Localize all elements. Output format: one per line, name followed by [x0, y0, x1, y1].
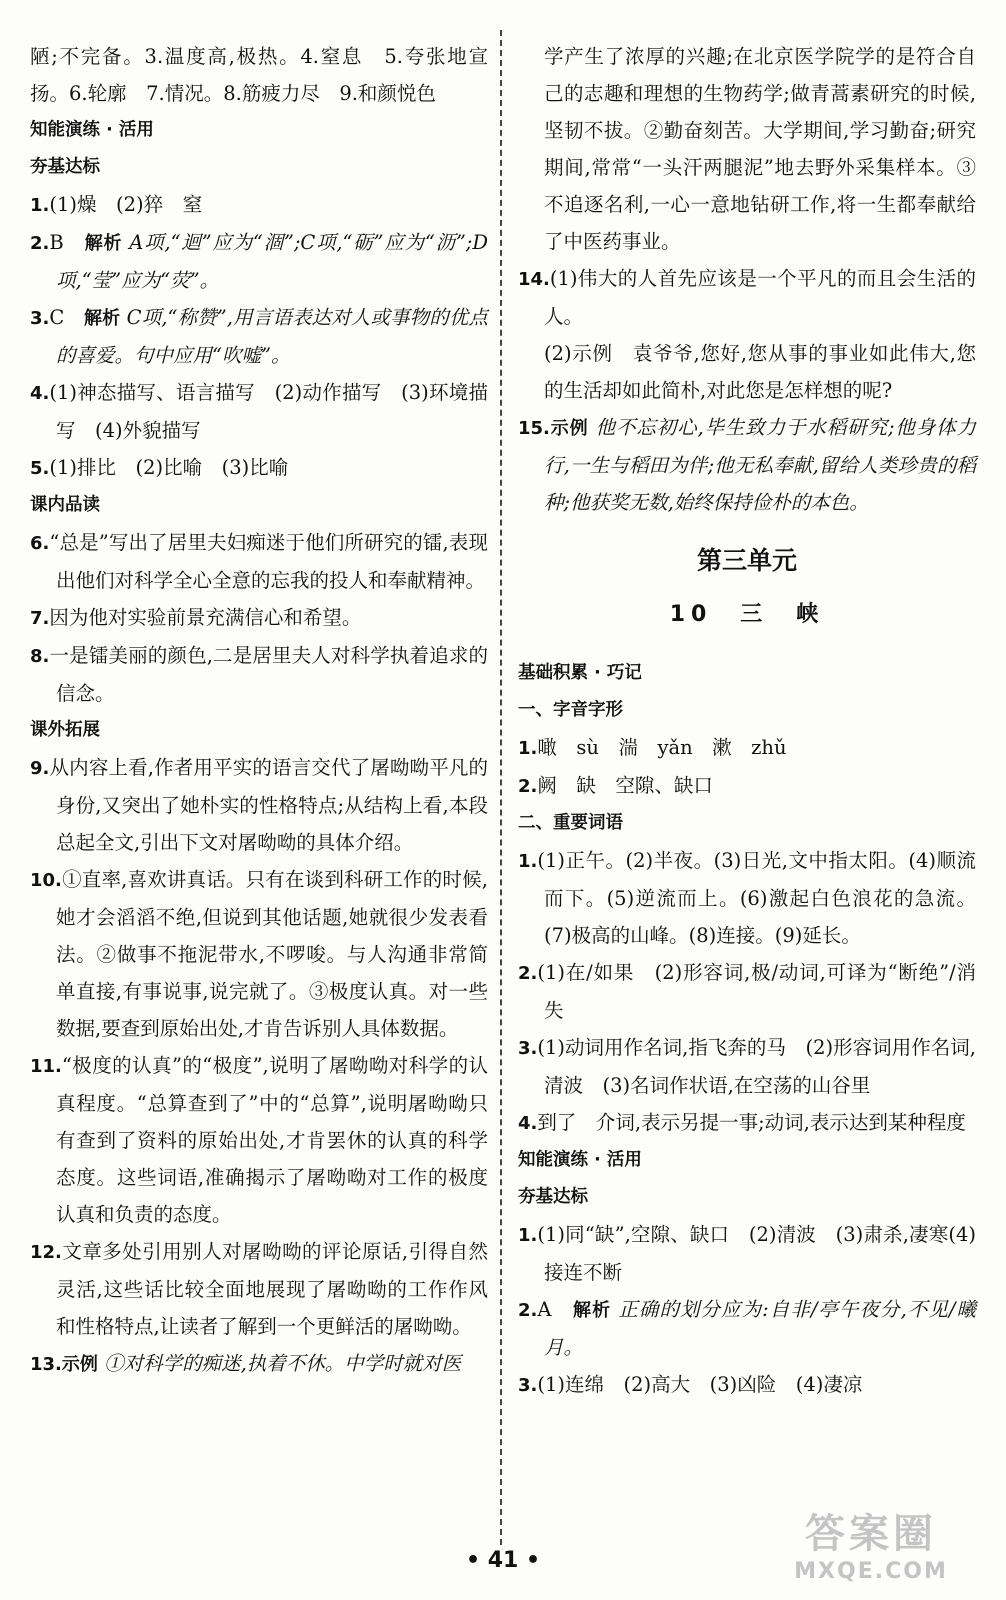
answer-item — [30, 374, 488, 449]
answer-number: 2. — [518, 776, 538, 797]
answer-note: 他不忘初心,毕生致力于水稻研究;他身体力行,一生与稻田为伴;他无私奉献,留给人类珍贵的稻种;他获奖无数,始终保持俭朴的本色。 — [544, 416, 977, 514]
section-heading: 课外拓展 — [30, 720, 100, 740]
answer-item — [30, 1345, 488, 1383]
answer-number: 9. — [30, 758, 50, 779]
answer-tag: 解析 — [84, 308, 121, 329]
answer-number: 11. — [30, 1056, 62, 1077]
section-heading: 夯基达标 — [30, 157, 100, 177]
right-column — [518, 38, 976, 1404]
answer-note: C项,“称赞”,用言语表达对人或事物的优点的喜爱。句中应用“吹嘘”。 — [56, 306, 489, 367]
answer-text: 文章多处引用别人对屠呦呦的评论原话,引得自然灵活,这些话比较全面地展现了屠呦呦的工作作风和性格特点,让读者了解到一个更鲜活的屠呦呦。 — [56, 1240, 488, 1338]
answer-number: 1. — [518, 851, 538, 872]
answer-number: 3. — [30, 308, 50, 329]
answer-text: 到了 介词,表示另提一事;动词,表示达到某种程度 — [537, 1111, 966, 1134]
answer-text: ①直率,喜欢讲真话。只有在谈到科研工作的时候,她才会滔滔不绝,但说到其他话题,她就很少发表看法。②做事不拖泥带水,不啰唆。与人沟通非常简单直接,有事说事,说完就了。③极度认真。对一些数据,要查到原始出处,才肯告诉别人具体数据。 — [56, 868, 488, 1040]
answer-item — [30, 224, 488, 299]
answer-item — [30, 749, 488, 861]
answer-text: A — [537, 1298, 574, 1321]
answer-number: 3. — [518, 1038, 538, 1059]
answer-text: (1)同“缺”,空隙、缺口 (2)清波 (3)肃杀,凄寒(4)接连不断 — [537, 1223, 976, 1284]
answer-number: 1. — [518, 1225, 538, 1246]
answer-text: (1)神态描写、语言描写 (2)动作描写 (3)环境描写 (4)外貌描写 — [49, 381, 488, 442]
answer-text: “总是”写出了居里夫妇痴迷于他们所研究的镭,表现出他们对科学全心全意的忘我的投人和奉献精神。 — [49, 531, 488, 592]
answer-number: 15. — [518, 418, 550, 439]
left-column — [30, 38, 488, 1383]
answer-number: 12. — [30, 1242, 62, 1263]
answer-continuation: 学产生了浓厚的兴趣;在北京医学院学的是符合自己的志趣和理想的生物药学;做青蒿素研究的时候,坚韧不拔。②勤奋刻苦。大学期间,学习勤奋;研究期间,常常“一头汗两腿泥”地去野外采集样本。③不追逐名利,一心一意地钻研工作,将一生都奉献给了中医药事业。 — [544, 45, 976, 253]
answer-item — [30, 599, 488, 637]
answer-number: 4. — [518, 1113, 538, 1134]
answer-item — [30, 524, 488, 599]
answer-text: 因为他对实验前景充满信心和希望。 — [49, 606, 362, 629]
watermark-logo — [766, 1510, 976, 1592]
answer-number: 14. — [518, 269, 550, 290]
answer-tag: 解析 — [573, 1300, 612, 1321]
answer-number: 1. — [518, 738, 538, 759]
answer-number: 13. — [30, 1354, 62, 1375]
answer-number: 6. — [30, 533, 50, 554]
answer-item — [30, 449, 488, 487]
answer-text: (1)伟大的人首先应该是一个平凡的而且会生活的人。 — [544, 267, 976, 328]
section-heading: 一、字音字形 — [518, 700, 623, 720]
answer-continuation: (2)示例 袁爷爷,您好,您从事的事业如此伟大,您的生活却如此简朴,对此您是怎样想的呢? — [544, 342, 976, 402]
answer-item — [30, 186, 488, 224]
answer-text: (1)排比 (2)比喻 (3)比喻 — [49, 456, 289, 479]
answer-number: 5. — [30, 458, 50, 479]
answer-text: (1)正午。(2)半夜。(3)日光,文中指太阳。(4)顺流而下。(5)逆流而上。(6)激起白色浪花的急流。(7)极高的山峰。(8)连接。(9)延长。 — [537, 849, 976, 947]
answer-item — [518, 409, 976, 521]
answer-number: 3. — [518, 1375, 538, 1396]
answer-number: 2. — [30, 233, 50, 254]
answer-item — [518, 767, 976, 805]
answer-tag: 示例 — [549, 418, 589, 439]
answer-text: (1)燥 (2)猝 窒 — [49, 193, 203, 216]
answer-text: (1)在/如果 (2)形容词,极/动词,可译为“断绝”/消失 — [537, 961, 976, 1022]
answer-tag: 解析 — [84, 233, 123, 254]
answer-text: (1)连绵 (2)高大 (3)凶险 (4)凄凉 — [537, 1373, 863, 1396]
section-heading: 二、重要词语 — [518, 813, 623, 833]
answer-text: 从内容上看,作者用平实的语言交代了屠呦呦平凡的身份,又突出了她朴实的性格特点;从结构上看,本段总起全文,引出下文对屠呦呦的具体介绍。 — [49, 756, 488, 854]
section-heading: 知能演练 · 活用 — [30, 120, 154, 140]
page-number: • 41 • — [465, 1548, 541, 1573]
answer-continuation: 陋;不完备。3.温度高,极热。4.窒息 5.夸张地宣扬。6.轮廓 7.情况。8.筋疲力尽 9.和颜悦色 — [30, 45, 488, 105]
answer-note: A项,“迴”应为“涸”;C项,“砺”应为“沥”;D项,“莹”应为“荧”。 — [56, 231, 489, 292]
answer-item — [518, 842, 976, 954]
unit-title: 第三单元 — [696, 546, 797, 575]
answer-number: 8. — [30, 646, 50, 667]
answer-item — [518, 1291, 976, 1366]
answer-text: (1)动词用作名词,指飞奔的马 (2)形容词用作名词,清波 (3)名词作状语,在空荡的山谷里 — [537, 1036, 976, 1097]
section-heading: 夯基达标 — [518, 1187, 588, 1207]
answer-text: “极度的认真”的“极度”,说明了屠呦呦对科学的认真程度。“总算查到了”中的“总算”,说明屠呦呦只有查到了资料的原始出处,才肯罢休的认真的科学态度。这些词语,准确揭示了屠呦呦对工作的极度认真和负责的态度。 — [56, 1054, 488, 1226]
answer-note: 正确的划分应为:自非/亭午夜分,不见/曦月。 — [544, 1298, 976, 1359]
section-heading: 课内品读 — [30, 495, 100, 515]
answer-number: 4. — [30, 383, 50, 404]
section-heading: 知能演练 · 活用 — [518, 1150, 642, 1170]
section-heading: 基础积累 · 巧记 — [518, 663, 642, 683]
answer-item — [518, 1104, 976, 1142]
answer-text: 噉 sù 湍 yǎn 漱 zhǔ — [537, 736, 787, 759]
answer-text: C — [49, 306, 85, 329]
answer-tag: 示例 — [61, 1354, 98, 1375]
answer-item — [518, 954, 976, 1029]
column-divider — [500, 30, 502, 1545]
answer-number: 1. — [30, 195, 50, 216]
lesson-title: 10 三 峡 — [669, 602, 825, 627]
answer-number: 2. — [518, 963, 538, 984]
answer-item — [518, 729, 976, 767]
answer-text: B — [49, 231, 85, 254]
answer-number: 2. — [518, 1300, 538, 1321]
answer-item — [30, 861, 488, 1047]
answer-item — [30, 1233, 488, 1345]
answer-item — [518, 1029, 976, 1104]
answer-item — [30, 299, 488, 374]
answer-number: 10. — [30, 870, 62, 891]
answer-item — [30, 1047, 488, 1233]
answer-item — [518, 260, 976, 335]
answer-item — [518, 1216, 976, 1291]
answer-item — [30, 637, 488, 712]
answer-number: 7. — [30, 608, 50, 629]
answer-note: ①对科学的痴迷,执着不休。中学时就对医 — [97, 1352, 462, 1375]
answer-text: 一是镭美丽的颜色,二是居里夫人对科学执着追求的信念。 — [49, 644, 488, 705]
watermark-logo-text: 答案圈 — [805, 1511, 937, 1557]
watermark-site-text: MXQE.COM — [794, 1559, 948, 1584]
answer-item — [518, 1366, 976, 1404]
answer-text: 阙 缺 空隙、缺口 — [537, 774, 713, 797]
